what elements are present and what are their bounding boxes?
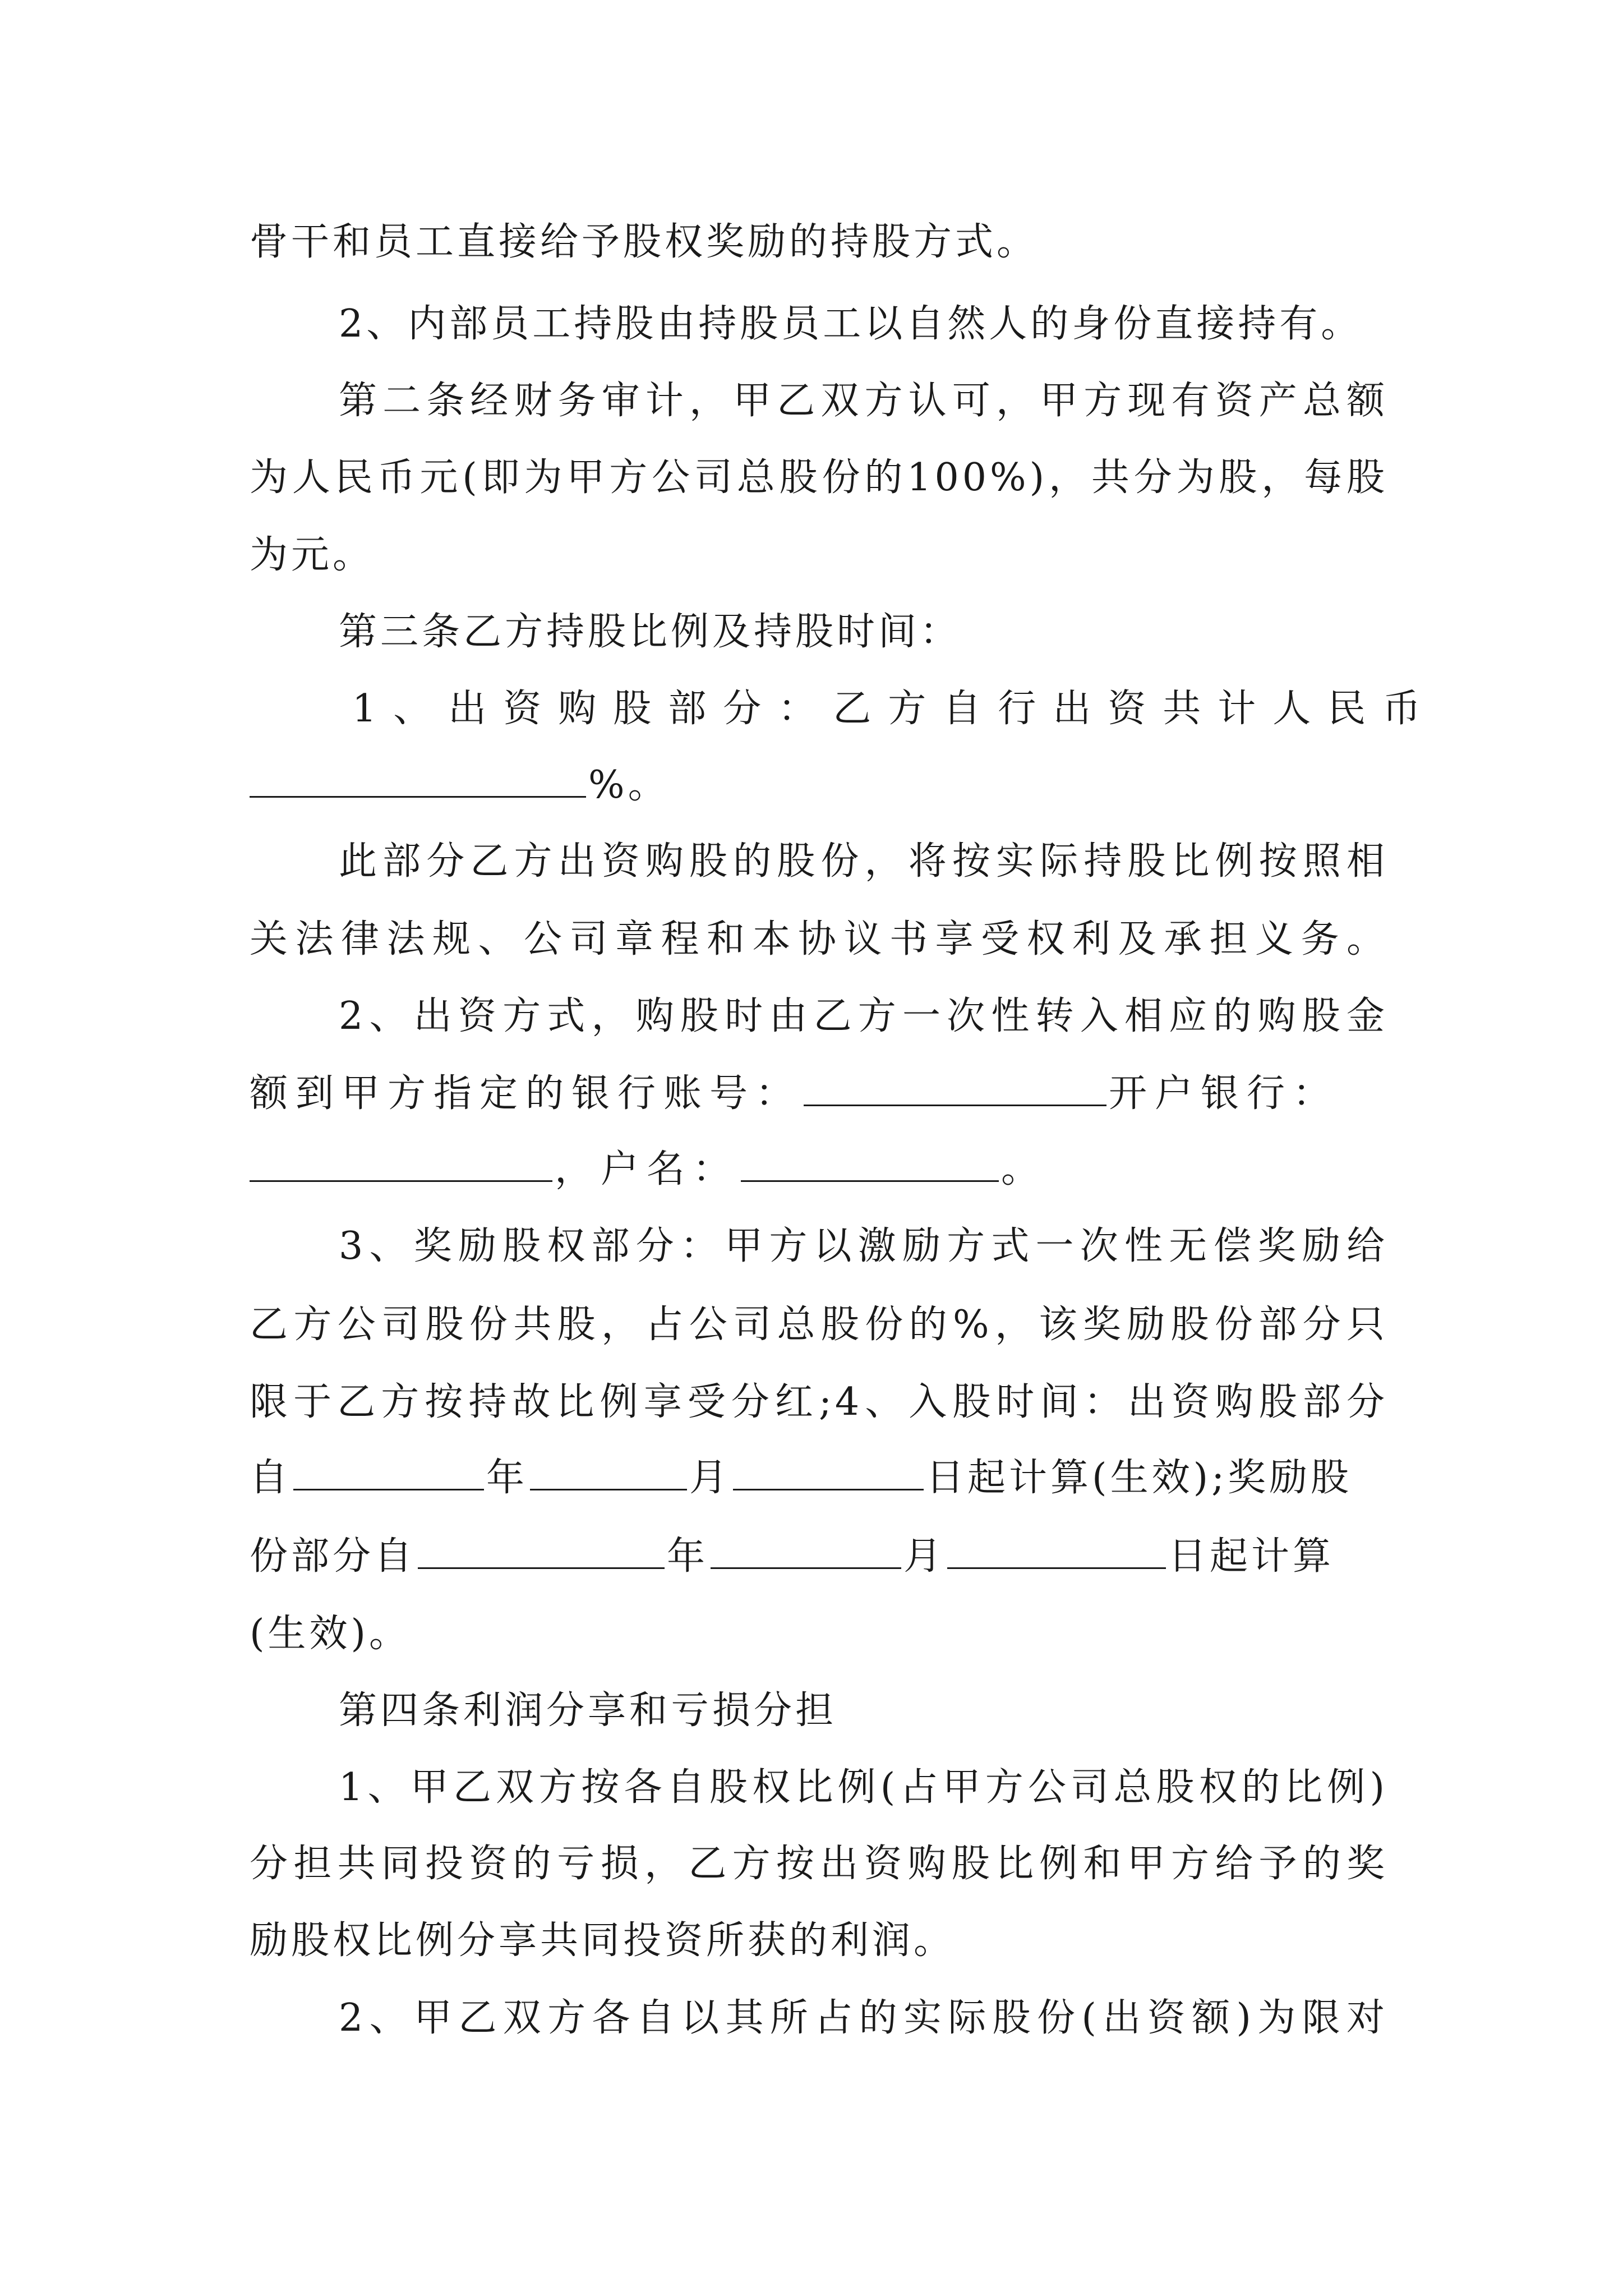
year-blank[interactable] — [293, 1453, 484, 1490]
text: 分担共同投资的亏损，乙方按出资购股比例和甲方给予的奖 — [250, 1842, 1388, 1886]
text: (生效)。 — [250, 1612, 411, 1656]
paragraph-line — [250, 1825, 1388, 1903]
month-blank[interactable] — [711, 1531, 901, 1569]
paragraph-line — [250, 746, 1388, 825]
paragraph-line — [250, 1130, 1388, 1209]
text: 2、甲乙双方各自以其所占的实际股份(出资额)为限对 — [339, 1996, 1388, 2040]
article-3-heading — [339, 593, 1388, 671]
month-blank[interactable] — [530, 1453, 687, 1490]
text: 关法律法规、公司章程和本协议书享受权利及承担义务。 — [250, 917, 1388, 961]
paragraph-line — [250, 203, 1388, 282]
paragraph-line — [339, 285, 1388, 364]
text: 第四条利润分享和亏损分担 — [339, 1688, 837, 1733]
text: 额到甲方指定的银行账号： — [250, 1071, 802, 1116]
text: 限于乙方按持故比例享受分红;4、入股时间：出资购股部分 — [250, 1380, 1388, 1424]
text: 第三条乙方持股比例及持股时间： — [339, 610, 962, 654]
paragraph-line — [352, 670, 1438, 748]
text: 。 — [1001, 1147, 1048, 1191]
paragraph-line — [339, 1979, 1388, 2058]
paragraph-line — [250, 1517, 1388, 1596]
paragraph-line — [339, 1207, 1388, 1286]
text: 为人民币元(即为甲方公司总股份的100%)，共分为股，每股 — [250, 455, 1388, 500]
paragraph-line — [250, 1439, 1388, 1517]
text: 2、内部员工持股由持股员工以自然人的身份直接持有。 — [339, 302, 1363, 346]
day-blank[interactable] — [733, 1453, 924, 1490]
text: 第二条经财务审计，甲乙双方认可，甲方现有资产总额 — [339, 379, 1388, 423]
paragraph-line — [250, 1055, 1388, 1133]
paragraph-line — [339, 822, 1388, 901]
article-2-heading-line — [339, 362, 1388, 440]
paragraph-line — [250, 516, 1388, 595]
paragraph-line — [250, 1595, 1388, 1673]
paragraph-line — [250, 1363, 1388, 1442]
bank-account-blank[interactable] — [804, 1069, 1106, 1106]
text: 1、出资购股部分：乙方自行出资共计人民币 — [352, 687, 1438, 731]
text: 日起计算 — [1168, 1534, 1335, 1579]
text: 乙方公司股份共股，占公司总股份的%，该奖励股份部分只 — [250, 1303, 1388, 1347]
text: 年 — [667, 1534, 709, 1579]
paragraph-line — [250, 1286, 1388, 1364]
text: %。 — [588, 763, 670, 807]
amount-blank[interactable] — [250, 760, 586, 798]
day-blank[interactable] — [947, 1531, 1166, 1569]
text: 3、奖励股权部分：甲方以激励方式一次性无偿奖励给 — [339, 1224, 1388, 1268]
paragraph-line — [339, 977, 1388, 1056]
text: 2、出资方式，购股时由乙方一次性转入相应的购股金 — [339, 994, 1388, 1038]
text: 份部分自 — [250, 1534, 416, 1579]
article-4-heading — [339, 1672, 1388, 1750]
text: ，户名： — [555, 1147, 739, 1191]
paragraph-line — [250, 900, 1388, 979]
text: 1、甲乙双方按各自股权比例(占甲方公司总股权的比例) — [339, 1765, 1388, 1810]
paragraph-line — [339, 1749, 1388, 1827]
year-blank[interactable] — [418, 1531, 665, 1569]
text: 日起计算(生效);奖励股 — [926, 1456, 1353, 1500]
text: 月 — [689, 1456, 731, 1500]
text: 年 — [486, 1456, 528, 1500]
bank-name-blank[interactable] — [250, 1144, 552, 1182]
text: 为元。 — [250, 533, 375, 577]
text: 骨干和员工直接给予股权奖励的持股方式。 — [250, 220, 1039, 264]
text: 月 — [903, 1534, 946, 1579]
paragraph-line — [250, 1902, 1388, 1980]
text: 自 — [250, 1456, 292, 1500]
text: 此部分乙方出资购股的股份，将按实际持股比例按照相 — [339, 839, 1388, 884]
text: 开户银行： — [1109, 1071, 1339, 1116]
text: 励股权比例分享共同投资所获的利润。 — [250, 1918, 956, 1963]
paragraph-line — [250, 439, 1388, 517]
account-holder-blank[interactable] — [741, 1144, 999, 1182]
